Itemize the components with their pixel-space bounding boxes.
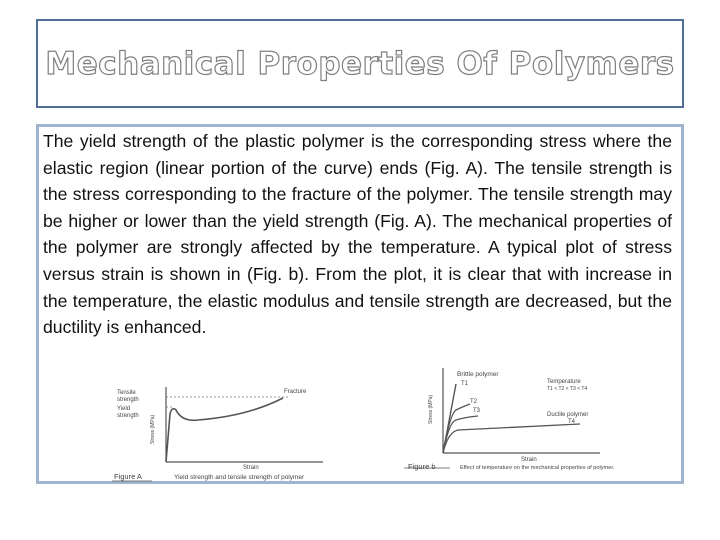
fig-a-label-tensile: Tensile [117,390,136,396]
fig-a-caption: Yield strength and tensile strength of polymer [174,474,305,481]
slide-title: Mechanical Properties Of Polymers [45,45,675,82]
fig-b-label-ductile: Ductile polymer [547,412,589,418]
title-box [36,19,684,108]
fig-b-caption-label: Figure b [408,462,436,471]
fig-a-curve [166,398,283,462]
fig-b-caption: Effect of temperature on the mechanical properties of polymer. [460,465,615,471]
fig-a-ylabel: Stress (MPa) [150,414,156,444]
body-paragraph: The yield strength of the plastic polymer is the corresponding stress where the elastic region (linear portion of the curve) ends (Fig. A). The tensile strength is the stress corresponding to the fracture of the polymer. The tensile strength may be higher or lower than the yield strength (Fig. A). The mechanical properties of the polymer are strongly affected by the temperature. A typical plot of stress versus strain is shown in (Fig. b). From the plot, it is clear that with increase in the temperature, the elastic modulus and tensile strength are decreased, but the ductility is enhanced. [43,131,672,338]
fig-a-label-yield2: strength [117,413,139,419]
fig-b-label-t1: T1 [461,381,469,387]
fig-b-label-t3: T3 [473,408,481,414]
fig-b-ylabel: Stress (MPa) [428,394,434,424]
figure-b [400,362,685,480]
fig-b-label-t2: T2 [470,399,478,405]
fig-b-xlabel: Strain [521,457,537,463]
fig-a-label-yield: Yield [117,406,131,412]
figure-a [108,382,358,482]
fig-b-label-brittle: Brittle polymer [457,371,499,378]
fig-b-curve-t4 [443,424,580,453]
fig-b-label-temperature: Temperature [547,379,581,385]
fig-a-caption-label: Figure A [114,472,142,481]
fig-a-label-fracture: Fracture [284,389,307,395]
fig-a-label-tensile2: strength [117,397,139,403]
fig-a-xlabel: Strain [243,465,259,471]
fig-b-label-order: T1 < T2 < T3 < T4 [547,386,588,392]
fig-b-label-t4: T4 [568,419,576,425]
